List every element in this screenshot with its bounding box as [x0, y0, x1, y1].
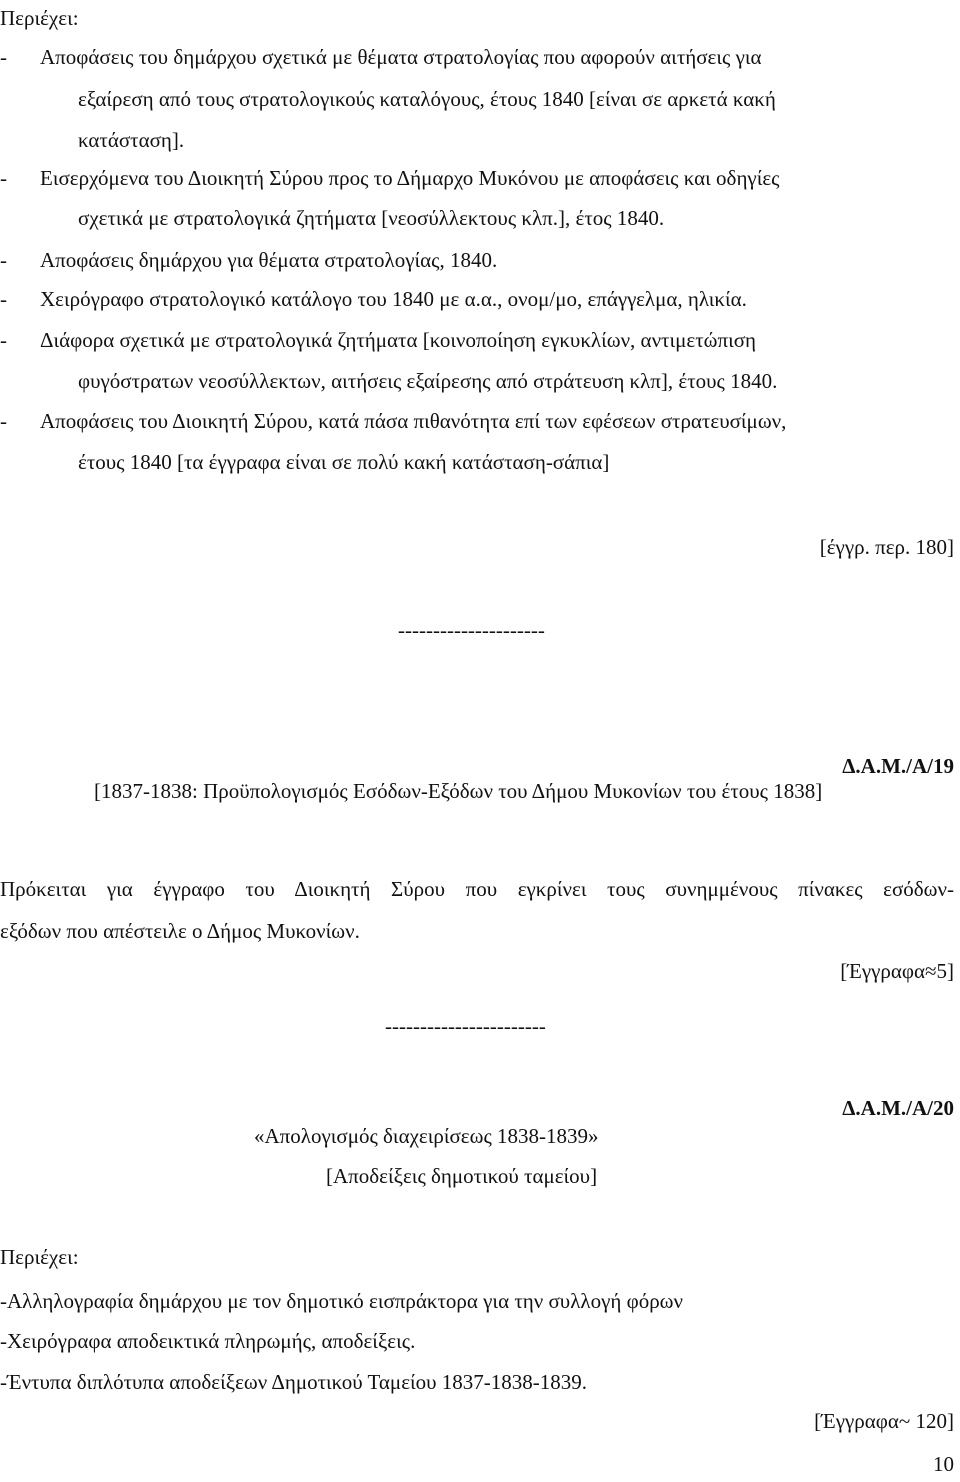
- list-line-text: Διάφορα σχετικά με στρατολογικά ζητήματα [κοινοποίηση εγκυκλίων, αντιμετώπιση: [40, 328, 757, 352]
- document-count: [έγγρ. περ. 180]: [819, 535, 954, 559]
- body-line: εξόδων που απέστειλε ο Δήμος Μυκονίων.: [0, 919, 360, 943]
- list-line-text: Αποφάσεις του Διοικητή Σύρου, κατά πάσα πιθανότητα επί των εφέσεων στρατευσίμων,: [40, 409, 787, 433]
- body-line: Πρόκειται για έγγραφο του Διοικητή Σύρου που εγκρίνει τους συνημμένους πίνακες εσόδων-: [0, 877, 954, 901]
- list-line: - Αποφάσεις δημάρχου για θέματα στρατολογίας, 1840.: [0, 248, 498, 272]
- file-title: [1837-1838: Προϋπολογισμός Εσόδων-Εξόδων του Δήμου Μυκονίων του έτους 1838]: [94, 779, 823, 803]
- list-line-text: Αποφάσεις του δημάρχου σχετικά με θέματα στρατολογίας που αφορούν αιτήσεις για: [40, 45, 762, 69]
- file-title: «Απολογισμός διαχειρίσεως 1838-1839»: [254, 1124, 599, 1148]
- contents-heading: Περιέχει:: [0, 1245, 79, 1269]
- list-line: [78, 369, 777, 393]
- page-number: 10: [933, 1452, 954, 1476]
- list-line-text: Εισερχόμενα του Διοικητή Σύρου προς το Δήμαρχο Μυκόνου με αποφάσεις και οδηγίες: [40, 166, 780, 190]
- list-line-text: Αποφάσεις δημάρχου για θέματα στρατολογίας, 1840.: [40, 248, 498, 272]
- list-line: [78, 128, 184, 152]
- list-line: [78, 87, 776, 111]
- separator: ---------------------: [398, 618, 545, 642]
- archive-code: Δ.Α.Μ./Α/20: [842, 1096, 954, 1120]
- list-line-text: Χειρόγραφο στρατολογικό κατάλογο του 1840 με α.α., ονομ/μο, επάγγελμα, ηλικία.: [40, 287, 747, 311]
- archive-code: Δ.Α.Μ./Α/19: [842, 754, 954, 778]
- list-line: - Εισερχόμενα του Διοικητή Σύρου προς το Δήμαρχο Μυκόνου με αποφάσεις και οδηγίες: [0, 166, 780, 190]
- list-line-text: φυγόστρατων νεοσύλλεκτων, αιτήσεις εξαίρεσης από στράτευση κλπ], έτους 1840.: [78, 369, 778, 393]
- list-item: -Αλληλογραφία δημάρχου με τον δημοτικό εισπράκτορα για την συλλογή φόρων: [0, 1289, 684, 1313]
- list-line: - Αποφάσεις του δημάρχου σχετικά με θέματα στρατολογίας που αφορούν αιτήσεις για: [0, 45, 762, 69]
- list-line: - Διάφορα σχετικά με στρατολογικά ζητήματα [κοινοποίηση εγκυκλίων, αντιμετώπιση: [0, 328, 757, 352]
- list-line: [78, 450, 609, 474]
- document-count: [Έγγραφα≈5]: [840, 959, 954, 983]
- list-item: -Χειρόγραφα αποδεικτικά πληρωμής, αποδείξεις.: [0, 1329, 416, 1353]
- list-line: - Αποφάσεις του Διοικητή Σύρου, κατά πάσα πιθανότητα επί των εφέσεων στρατευσίμων,: [0, 409, 787, 433]
- list-line-text: έτους 1840 [τα έγγραφα είναι σε πολύ κακή κατάσταση-σάπια]: [78, 450, 610, 474]
- list-line-text: εξαίρεση από τους στρατολογικούς καταλόγους, έτους 1840 [είναι σε αρκετά κακή: [78, 87, 776, 111]
- contents-heading: Περιέχει:: [0, 6, 79, 30]
- list-line-text: σχετικά με στρατολογικά ζητήματα [νεοσύλλεκτους κλπ.], έτος 1840.: [78, 206, 665, 230]
- list-line: - Χειρόγραφο στρατολογικό κατάλογο του 1840 με α.α., ονομ/μο, επάγγελμα, ηλικία.: [0, 287, 747, 311]
- list-item: -Έντυπα διπλότυπα αποδείξεων Δημοτικού Ταμείου 1837-1838-1839.: [0, 1370, 588, 1394]
- file-subtitle: [Αποδείξεις δημοτικού ταμείου]: [326, 1164, 598, 1188]
- list-line-text: κατάσταση].: [78, 128, 185, 152]
- separator: -----------------------: [385, 1014, 546, 1038]
- document-count: [Έγγραφα~ 120]: [814, 1409, 954, 1433]
- list-line: [78, 206, 664, 230]
